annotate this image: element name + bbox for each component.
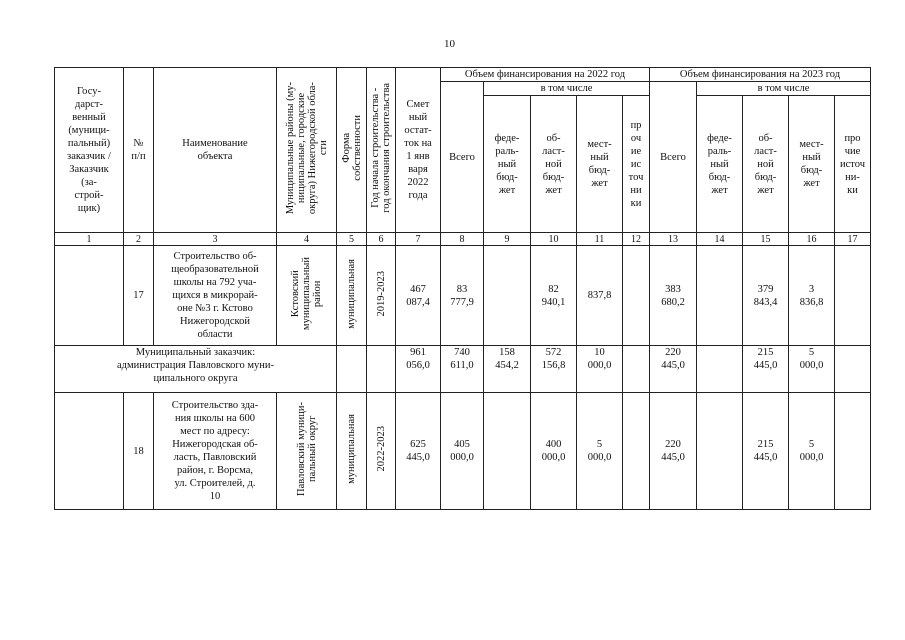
header-districts-cell: [277, 68, 337, 233]
header-local-2023: мест- ный бюд- жет: [789, 96, 835, 233]
district-cell: [277, 246, 337, 346]
years: 2019-2023: [375, 270, 387, 317]
column-number: 7: [396, 233, 441, 246]
header-other-2022: пр оч ие ис точ ни ки: [623, 96, 650, 233]
customer-cell: [55, 393, 124, 510]
local-2023-value: 5 000,0: [789, 393, 835, 510]
subtotal-local-2022: 10 000,0: [577, 346, 623, 393]
district-cell: [277, 393, 337, 510]
column-number: 8: [441, 233, 484, 246]
column-number-row: [55, 233, 871, 246]
table-row: [55, 393, 871, 510]
column-number: 5: [337, 233, 367, 246]
other-2022-value: [623, 246, 650, 346]
header-regional-2022: об- ласт- ной бюд- жет: [531, 96, 577, 233]
federal-2022-value: [484, 246, 531, 346]
total-2022-value: 405 000,0: [441, 393, 484, 510]
other-2023-value: [835, 246, 871, 346]
header-customer: Госу- дарст- венный (муници- пальный) заказчик / Заказчик (за- строй- щик): [55, 68, 124, 233]
estimate-value: 625 445,0: [396, 393, 441, 510]
header-federal-2023: феде- раль- ный бюд- жет: [697, 96, 743, 233]
column-number: 2: [124, 233, 154, 246]
district: Павловский муници- пальный округ: [295, 402, 318, 496]
subtotal-label: Муниципальный заказчик: администрация Павловского муни- ципального округа: [55, 346, 337, 393]
local-2022-value: 837,8: [577, 246, 623, 346]
object-name: Строительство об- щеобразовательной школы на 792 уча- щихся в микрорай- оне №3 г. Кстово Нижегородской области: [154, 246, 277, 346]
years-cell: [367, 393, 396, 510]
district: Кстовский муниципальный район: [290, 256, 323, 331]
empty-cell: [697, 346, 743, 393]
total-2023-value: 220 445,0: [650, 393, 697, 510]
header-other-2023: про чие источ ни- ки: [835, 96, 871, 233]
empty-cell: [623, 346, 650, 393]
column-number: 4: [277, 233, 337, 246]
federal-2022-value: [484, 393, 531, 510]
ownership: муниципальная: [346, 414, 357, 484]
subtotal-total-2023: 220 445,0: [650, 346, 697, 393]
header-estimate: Смет ный остат- ток на 1 янв варя 2022 года: [396, 68, 441, 233]
federal-2023-value: [697, 246, 743, 346]
column-number: 11: [577, 233, 623, 246]
header-including-2023: в том числе: [697, 82, 871, 96]
column-number: 16: [789, 233, 835, 246]
other-2022-value: [623, 393, 650, 510]
header-number: № п/п: [124, 68, 154, 233]
header-regional-2023: об- ласт- ной бюд- жет: [743, 96, 789, 233]
regional-2023-value: 379 843,4: [743, 246, 789, 346]
customer-cell: [55, 246, 124, 346]
column-number: 15: [743, 233, 789, 246]
ownership: муниципальная: [346, 258, 357, 329]
header-object-name: Наименование объекта: [154, 68, 277, 233]
empty-cell: [337, 346, 367, 393]
header-total-2022: Всего: [441, 82, 484, 233]
column-number: 9: [484, 233, 531, 246]
row-number: 18: [124, 393, 154, 510]
column-number: 13: [650, 233, 697, 246]
ownership-cell: [337, 393, 367, 510]
other-2023-value: [835, 393, 871, 510]
local-2023-value: 3 836,8: [789, 246, 835, 346]
header-fin-2022: Объем финансирования на 2022 год: [441, 68, 650, 82]
column-number: 12: [623, 233, 650, 246]
total-2022-value: 83 777,9: [441, 246, 484, 346]
column-number: 14: [697, 233, 743, 246]
financing-table: [54, 67, 871, 510]
total-2023-value: 383 680,2: [650, 246, 697, 346]
header-years: Год начала строительства - год окончания строительства: [370, 83, 392, 213]
local-2022-value: 5 000,0: [577, 393, 623, 510]
empty-cell: [367, 346, 396, 393]
column-number: 1: [55, 233, 124, 246]
subtotal-estimate: 961 056,0: [396, 346, 441, 393]
column-number: 10: [531, 233, 577, 246]
header-years-cell: [367, 68, 396, 233]
regional-2022-value: 400 000,0: [531, 393, 577, 510]
object-name: Строительство зда- ния школы на 600 мест по адресу: Нижегородская об- ласть, Павловский район, г. Ворсма, ул. Строителей, д. 10: [154, 393, 277, 510]
page-number: 10: [444, 38, 455, 50]
subtotal-local-2023: 5 000,0: [789, 346, 835, 393]
header-including-2022: в том числе: [484, 82, 650, 96]
empty-cell: [835, 346, 871, 393]
subtotal-total-2022: 740 611,0: [441, 346, 484, 393]
column-number: 6: [367, 233, 396, 246]
header-ownership: Форма собственности: [340, 115, 363, 181]
column-number: 3: [154, 233, 277, 246]
subtotal-regional-2023: 215 445,0: [743, 346, 789, 393]
ownership-cell: [337, 246, 367, 346]
subtotal-federal-2022: 158 454,2: [484, 346, 531, 393]
header-local-2022: мест- ный бюд- жет: [577, 96, 623, 233]
header-fin-2023: Объем финансирования на 2023 год: [650, 68, 871, 82]
subtotal-regional-2022: 572 156,8: [531, 346, 577, 393]
years-cell: [367, 246, 396, 346]
regional-2022-value: 82 940,1: [531, 246, 577, 346]
row-number: 17: [124, 246, 154, 346]
header-total-2023: Всего: [650, 82, 697, 233]
estimate-value: 467 087,4: [396, 246, 441, 346]
column-number: 17: [835, 233, 871, 246]
header-federal-2022: феде- раль- ный бюд- жет: [484, 96, 531, 233]
header-ownership-cell: [337, 68, 367, 233]
federal-2023-value: [697, 393, 743, 510]
header-districts: Муниципальные районы (му- ниципальные, городские округа) Нижегородской обла- сти: [284, 81, 329, 215]
table-row: [55, 246, 871, 346]
years: 2022-2023: [375, 426, 387, 472]
subtotal-row: [55, 346, 871, 393]
regional-2023-value: 215 445,0: [743, 393, 789, 510]
